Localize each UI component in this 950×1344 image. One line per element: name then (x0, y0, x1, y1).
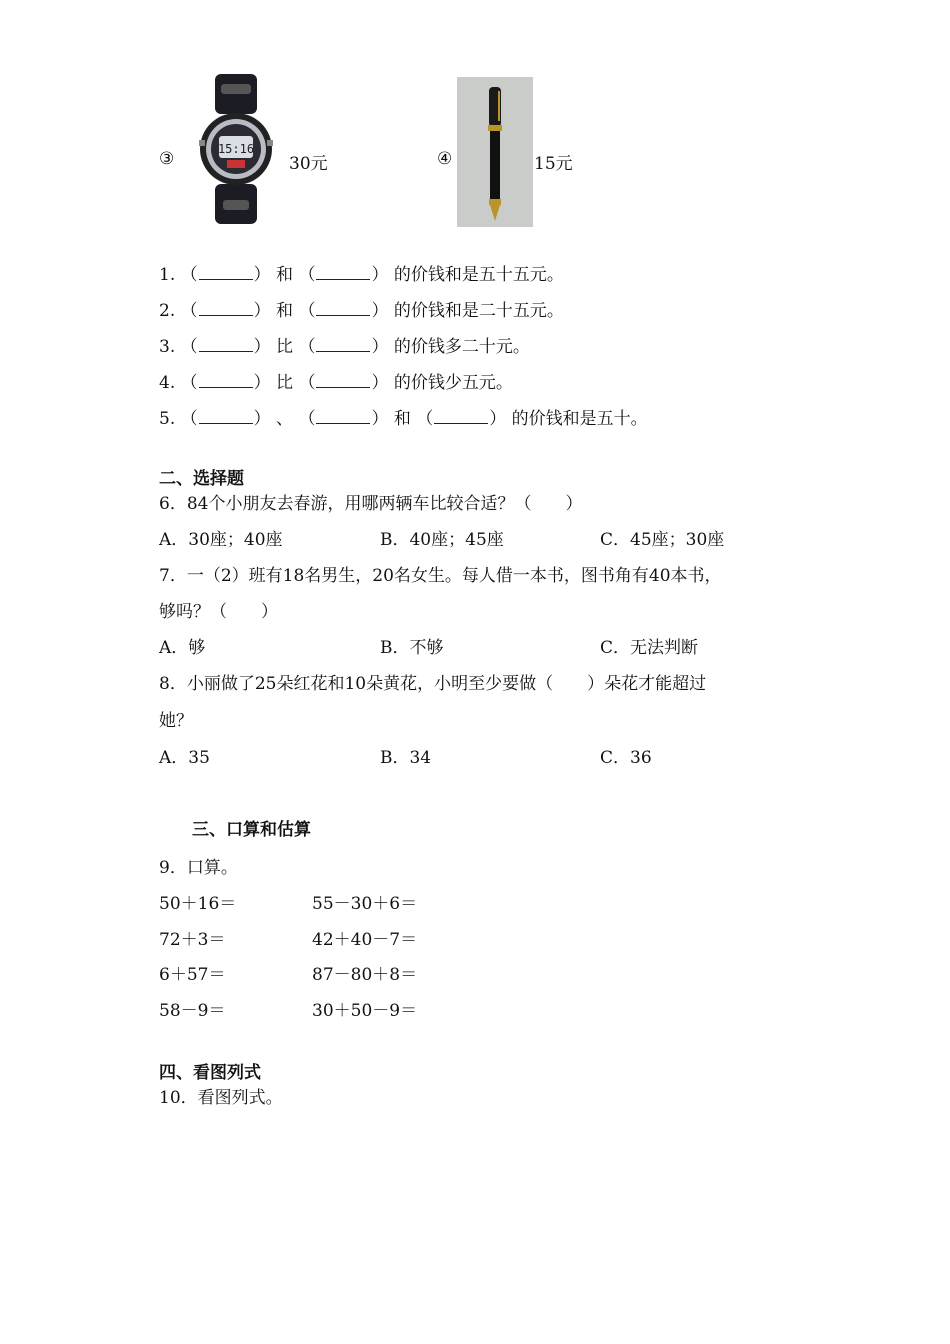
section-4-title: 四、看图列式 (159, 1063, 261, 1083)
question-8-line2: 她？ (159, 711, 193, 731)
fill-question-3: 3. （ ） 比 （ ） 的价钱多二十元。 (159, 337, 530, 357)
question-8-line1: 8．小丽做了25朵红花和10朵黄花，小明至少要做（ ）朵花才能超过 (159, 674, 707, 694)
svg-text:15:16: 15:16 (217, 142, 255, 156)
fill-question-4: 4. （ ） 比 （ ） 的价钱少五元。 (159, 373, 513, 393)
q6-option-c[interactable]: C．45座；30座 (600, 530, 725, 550)
watch-icon (199, 74, 273, 229)
answer-blank[interactable] (316, 409, 370, 424)
answer-blank[interactable] (434, 409, 488, 424)
q8-option-b[interactable]: B．34 (380, 748, 432, 768)
question-9: 9．口算。 (159, 858, 238, 878)
item-3-marker: ③ (159, 149, 175, 169)
section-3-title: 三、口算和估算 (192, 820, 311, 840)
answer-blank[interactable] (199, 373, 253, 388)
answer-blank[interactable] (199, 301, 253, 316)
item-4-price: 15元 (534, 154, 573, 174)
q6-option-b[interactable]: B．40座；45座 (380, 530, 504, 550)
question-7-line2: 够吗？（ ） (159, 602, 278, 622)
fill-question-2: 2. （ ） 和 （ ） 的价钱和是二十五元。 (159, 301, 564, 321)
calc-right-1: 55－30＋6＝ (312, 894, 418, 914)
q8-option-a[interactable]: A．35 (159, 748, 210, 768)
question-10: 10．看图列式。 (159, 1088, 283, 1108)
answer-blank[interactable] (199, 409, 253, 424)
q6-option-a[interactable]: A．30座；40座 (159, 530, 283, 550)
answer-blank[interactable] (316, 301, 370, 316)
item-3-price: 30元 (289, 154, 328, 174)
q7-option-c[interactable]: C．无法判断 (600, 638, 699, 658)
q7-option-a[interactable]: A．够 (159, 638, 206, 658)
fill-question-5: 5. （ ） 、 （ ） 和 （ ） 的价钱和是五十。 (159, 409, 648, 429)
answer-blank[interactable] (316, 265, 370, 280)
q8-option-c[interactable]: C．36 (600, 748, 652, 768)
calc-right-4: 30＋50－9＝ (312, 1001, 418, 1021)
calc-left-2: 72＋3＝ (159, 930, 226, 950)
question-6: 6．84个小朋友去春游，用哪两辆车比较合适？（ ） (159, 494, 583, 514)
answer-blank[interactable] (316, 337, 370, 352)
item-4-marker: ④ (437, 149, 453, 169)
answer-blank[interactable] (199, 265, 253, 280)
calc-right-2: 42＋40－7＝ (312, 930, 418, 950)
q7-option-b[interactable]: B．不够 (380, 638, 444, 658)
answer-blank[interactable] (199, 337, 253, 352)
question-7-line1: 7．一（2）班有18名男生，20名女生。每人借一本书，图书角有40本书， (159, 566, 722, 586)
answer-blank[interactable] (316, 373, 370, 388)
pen-icon (457, 77, 533, 232)
fill-question-1: 1. （ ） 和 （ ） 的价钱和是五十五元。 (159, 265, 564, 285)
calc-left-3: 6＋57＝ (159, 965, 226, 985)
calc-left-1: 50＋16＝ (159, 894, 237, 914)
calc-right-3: 87－80＋8＝ (312, 965, 418, 985)
calc-left-4: 58－9＝ (159, 1001, 226, 1021)
section-2-title: 二、选择题 (159, 469, 244, 489)
